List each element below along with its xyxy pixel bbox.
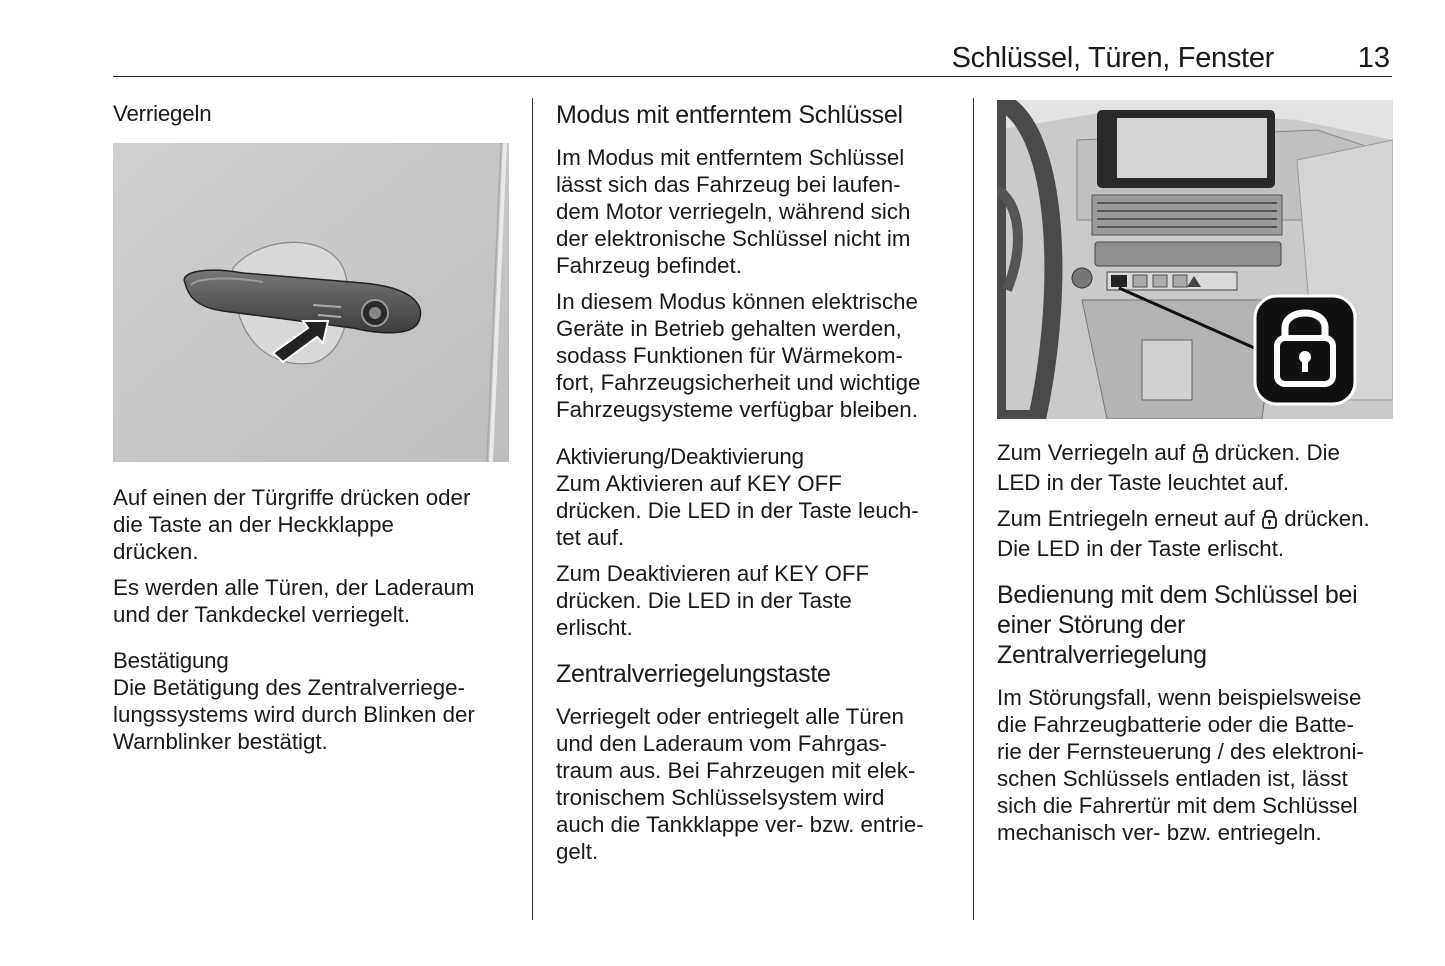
section-heading-modus: Modus mit entferntem Schlüssel bbox=[556, 101, 903, 129]
text-line: drücken. Die LED in der Taste bbox=[556, 588, 852, 613]
text-line: der elektronische Schlüssel nicht im bbox=[556, 226, 911, 251]
lock-icon bbox=[1261, 508, 1278, 529]
text-line: rie der Fernsteuerung / des elektroni- bbox=[997, 739, 1364, 764]
text-line: lässt sich das Fahrzeug bei laufen- bbox=[556, 172, 901, 197]
text-line: Zum Deaktivieren auf KEY OFF bbox=[556, 561, 870, 586]
text-line bbox=[997, 505, 1393, 532]
page-number: 13 bbox=[1357, 42, 1390, 74]
text-fragment: drücken. Die bbox=[1208, 440, 1340, 465]
section-heading-line: einer Störung der bbox=[997, 611, 1186, 639]
text-line: auch die Tankklappe ver- bzw. entrie- bbox=[556, 812, 924, 837]
text-line: Die LED in der Taste erlischt. bbox=[997, 536, 1285, 561]
chapter-title: Schlüssel, Türen, Fenster bbox=[951, 42, 1274, 74]
section-heading-line: Zentralverriegelung bbox=[997, 641, 1207, 669]
text-line: tet auf. bbox=[556, 525, 625, 550]
text-line: Es werden alle Türen, der Laderaum bbox=[113, 575, 475, 600]
text-fragment: Zum Entriegeln erneut auf bbox=[997, 506, 1261, 531]
door-handle-press-illustration-icon bbox=[113, 143, 509, 462]
text-line: Zum Aktivieren auf KEY OFF bbox=[556, 471, 842, 496]
text-line: Auf einen der Türgriffe drücken oder bbox=[113, 485, 471, 510]
dashboard-figure bbox=[997, 100, 1393, 419]
text-line: Fahrzeug befindet. bbox=[556, 253, 742, 278]
text-line: gelt. bbox=[556, 839, 599, 864]
text-line: Verriegelt oder entriegelt alle Türen bbox=[556, 704, 904, 729]
text-line: Warnblinker bestätigt. bbox=[113, 729, 328, 754]
subheading-aktivierung: Aktivierung/Deaktivierung bbox=[556, 444, 804, 469]
column-1 bbox=[113, 98, 509, 755]
text-line: sodass Funktionen für Wärmekom- bbox=[556, 343, 903, 368]
text-line: sich die Fahrertür mit dem Schlüssel bbox=[997, 793, 1358, 818]
text-line: fort, Fahrzeugsicherheit und wichtige bbox=[556, 370, 921, 395]
text-line: dem Motor verriegeln, während sich bbox=[556, 199, 911, 224]
text-line: und der Tankdeckel verriegelt. bbox=[113, 602, 411, 627]
column-divider bbox=[532, 98, 533, 920]
text-line: und den Laderaum vom Fahrgas- bbox=[556, 731, 887, 756]
text-line: lungssystems wird durch Blinken der bbox=[113, 702, 475, 727]
door-handle-figure bbox=[113, 143, 509, 462]
text-line: erlischt. bbox=[556, 615, 633, 640]
column-2 bbox=[556, 98, 956, 865]
column-3 bbox=[997, 98, 1393, 846]
text-line: tronischem Schlüsselsystem wird bbox=[556, 785, 885, 810]
text-line: LED in der Taste leuchtet auf. bbox=[997, 470, 1290, 495]
text-line: die Taste an der Heckklappe bbox=[113, 512, 394, 537]
section-heading-zentralverriegelungstaste: Zentralverriegelungstaste bbox=[556, 660, 831, 688]
page-header bbox=[113, 40, 1392, 77]
text-fragment: drücken. bbox=[1278, 506, 1370, 531]
text-line: traum aus. Bei Fahrzeugen mit elek- bbox=[556, 758, 916, 783]
text-line: mechanisch ver- bzw. entriegeln. bbox=[997, 820, 1322, 845]
text-line: drücken. Die LED in der Taste leuch- bbox=[556, 498, 919, 523]
text-line: Fahrzeugsysteme verfügbar bleiben. bbox=[556, 397, 918, 422]
text-line: drücken. bbox=[113, 539, 199, 564]
section-heading-line: Bedienung mit dem Schlüssel bei bbox=[997, 581, 1358, 609]
text-line bbox=[997, 439, 1393, 466]
lock-icon bbox=[1192, 442, 1209, 463]
text-line: die Fahrzeugbatterie oder die Batte- bbox=[997, 712, 1354, 737]
text-line: Im Modus mit entferntem Schlüssel bbox=[556, 145, 905, 170]
dashboard-central-lock-button-illustration-icon bbox=[997, 100, 1393, 419]
column-divider bbox=[973, 98, 974, 920]
text-line: Die Betätigung des Zentralverriege- bbox=[113, 675, 465, 700]
subheading-bestaetigung: Bestätigung bbox=[113, 648, 229, 673]
text-line: schen Schlüssels entladen ist, lässt bbox=[997, 766, 1348, 791]
section-heading-verriegeln: Verriegeln bbox=[113, 101, 212, 126]
text-line: Im Störungsfall, wenn beispielsweise bbox=[997, 685, 1362, 710]
text-fragment: Zum Verriegeln auf bbox=[997, 440, 1192, 465]
text-line: In diesem Modus können elektrische bbox=[556, 289, 918, 314]
text-line: Geräte in Betrieb gehalten werden, bbox=[556, 316, 902, 341]
